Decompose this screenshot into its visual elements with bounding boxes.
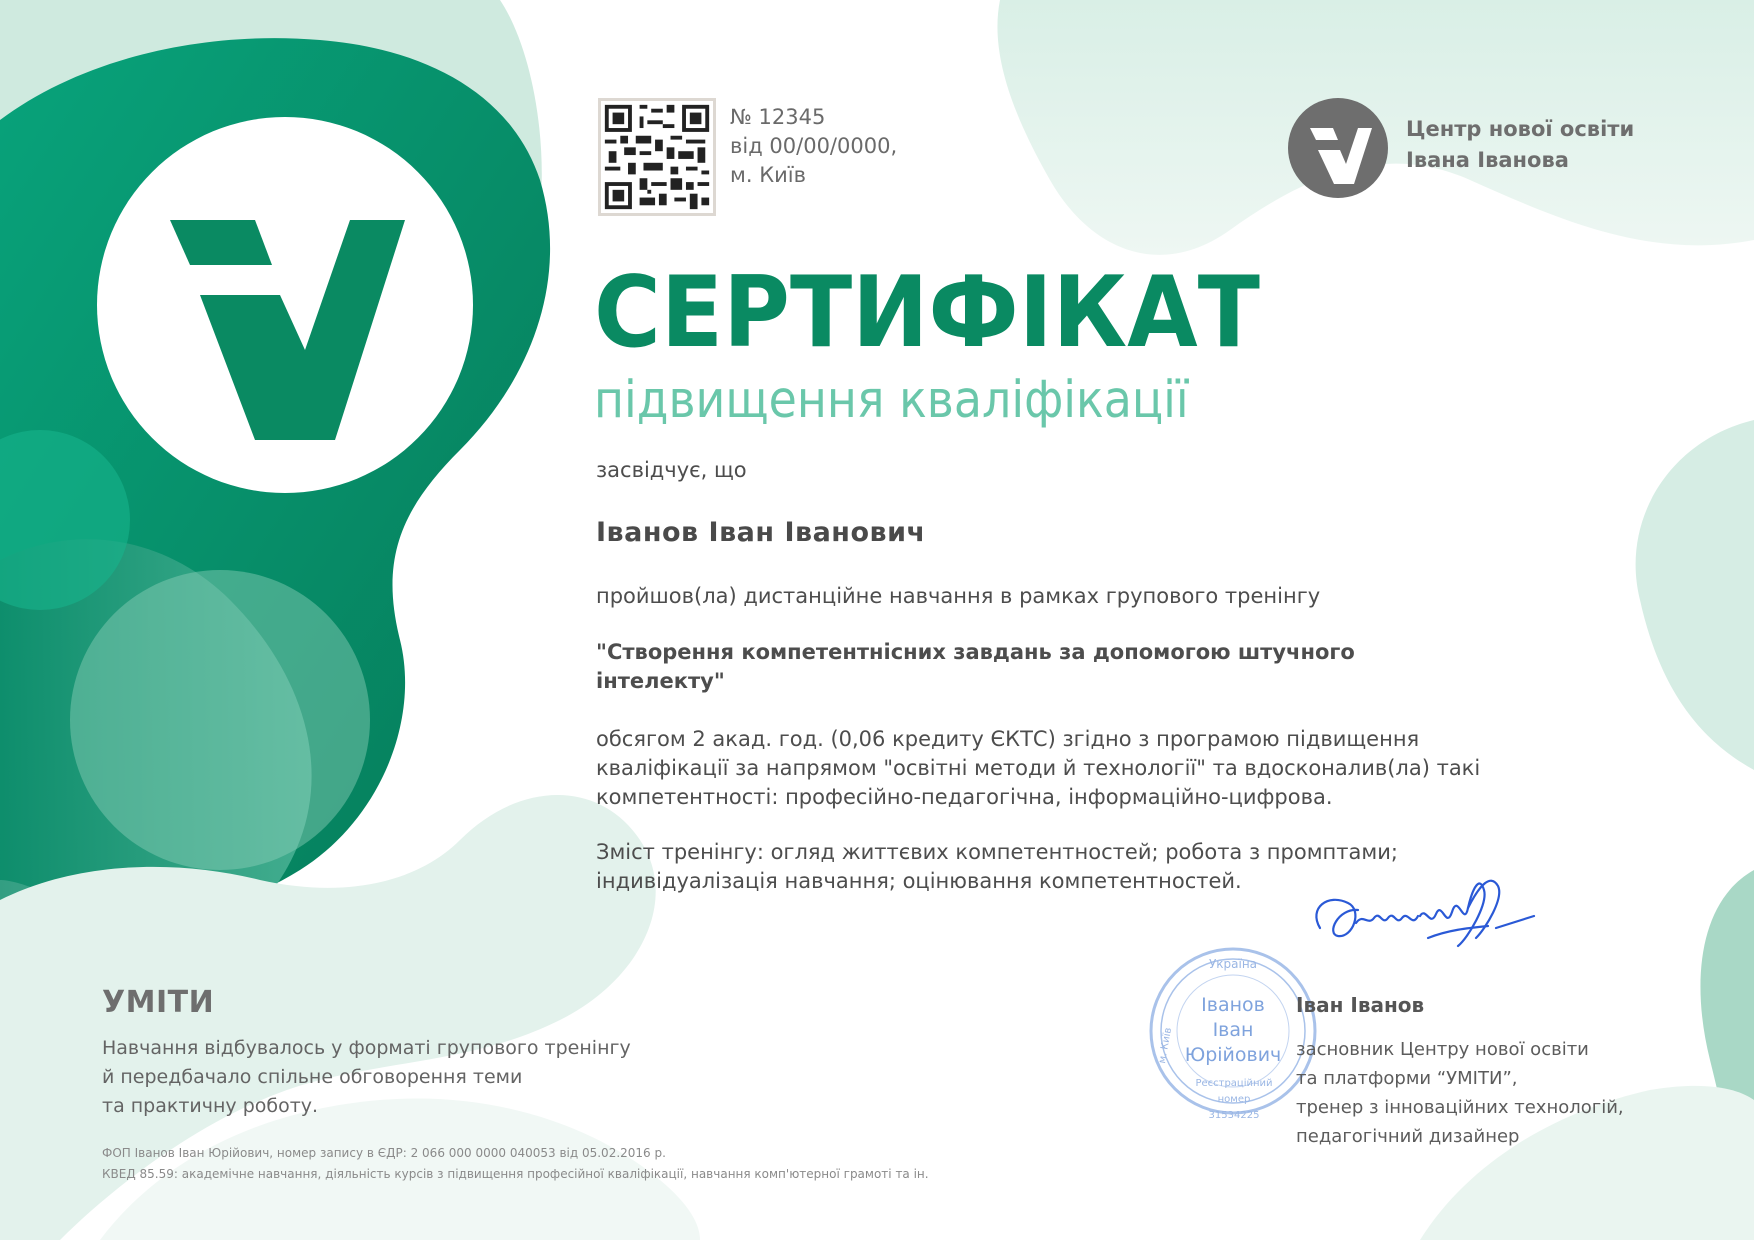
organization-name-line2: Івана Іванова (1406, 148, 1569, 172)
organization-name (1406, 114, 1634, 176)
recipient-name: Іванов Іван Іванович (596, 517, 926, 548)
training-content: Зміст тренінгу: огляд життєвих компетентностей; робота з промптами; індивідуалізація навчання; оцінювання компетентностей. (596, 840, 1398, 893)
legal-line1: ФОП Іванов Іван Юрійович, номер запису в ЄДР: 2 066 000 0000 040053 від 05.02.2016 р. (102, 1146, 666, 1160)
training-format-line1: Навчання відбувалось у форматі групового тренінгу (102, 1037, 631, 1059)
signature-icon (1308, 868, 1538, 988)
qr-code (598, 98, 716, 216)
completion-statement: пройшов(ла) дистанційне навчання в рамках групового тренінгу (596, 584, 1321, 608)
training-format-note (102, 1034, 631, 1121)
stamp-owner (1175, 993, 1291, 1068)
stamp-reg-label: Реєстраційний номер (1195, 1078, 1273, 1105)
certificate-date: від 00/00/0000, (730, 134, 898, 158)
stamp-line2: Іван (1212, 1019, 1254, 1041)
volume-statement: обсягом 2 акад. год. (0,06 кредиту ЄКТС) згідно з програмою підвищення кваліфікації за напрямом "освітні методи й технології" та вдосконалив(ла) такі компетентності: професійно-педагогічна, інформаційно-цифрова. (596, 727, 1481, 809)
legal-line2: КВЕД 85.59: академічне навчання, діяльність курсів з підвищення професійної кваліфікації, навчання комп'ютерної грамоті та ін. (102, 1167, 929, 1181)
stamp-reg-number: 31534225 (1208, 1110, 1260, 1121)
certificate-intro: засвідчує, що (596, 458, 747, 482)
signatory-role-line2: та платформи “УМІТИ”, (1296, 1068, 1518, 1089)
training-format-line3: та практичну роботу. (102, 1095, 319, 1117)
signatory-role (1296, 1035, 1624, 1151)
stamp-line3: Юрійович (1184, 1044, 1282, 1066)
signatory-role-line4: педагогічний дизайнер (1296, 1126, 1520, 1147)
brand-name: УМІТИ (102, 985, 215, 1020)
certificate-city: м. Київ (730, 163, 806, 187)
legal-info (102, 1143, 929, 1185)
course-title: "Створення компетентнісних завдань за допомогою штучного інтелекту" (596, 640, 1355, 693)
signatory-role-line3: тренер з інноваційних технологій, (1296, 1097, 1624, 1118)
stamp-line1: Іванов (1201, 994, 1265, 1016)
certificate-number: № 12345 (730, 105, 826, 129)
stamp-ring-top: Україна (1208, 957, 1258, 971)
logo-mark-icon (160, 200, 420, 440)
organization-name-line1: Центр нової освіти (1406, 117, 1635, 141)
organization-logo-icon (1288, 98, 1388, 198)
document-number-block (730, 103, 897, 190)
certificate-title: СЕРТИФІКАТ (594, 256, 1260, 370)
certificate-subtitle: підвищення кваліфікації (594, 371, 1189, 430)
signatory-role-line1: засновник Центру нової освіти (1296, 1039, 1589, 1060)
training-format-line2: й передбачало спільне обговорення теми (102, 1066, 523, 1088)
signatory-name: Іван Іванов (1296, 993, 1425, 1017)
stamp-ring-side: м. Київ (1156, 1026, 1175, 1065)
qr-code-icon (601, 101, 713, 213)
stamp-registration (1180, 1076, 1288, 1124)
